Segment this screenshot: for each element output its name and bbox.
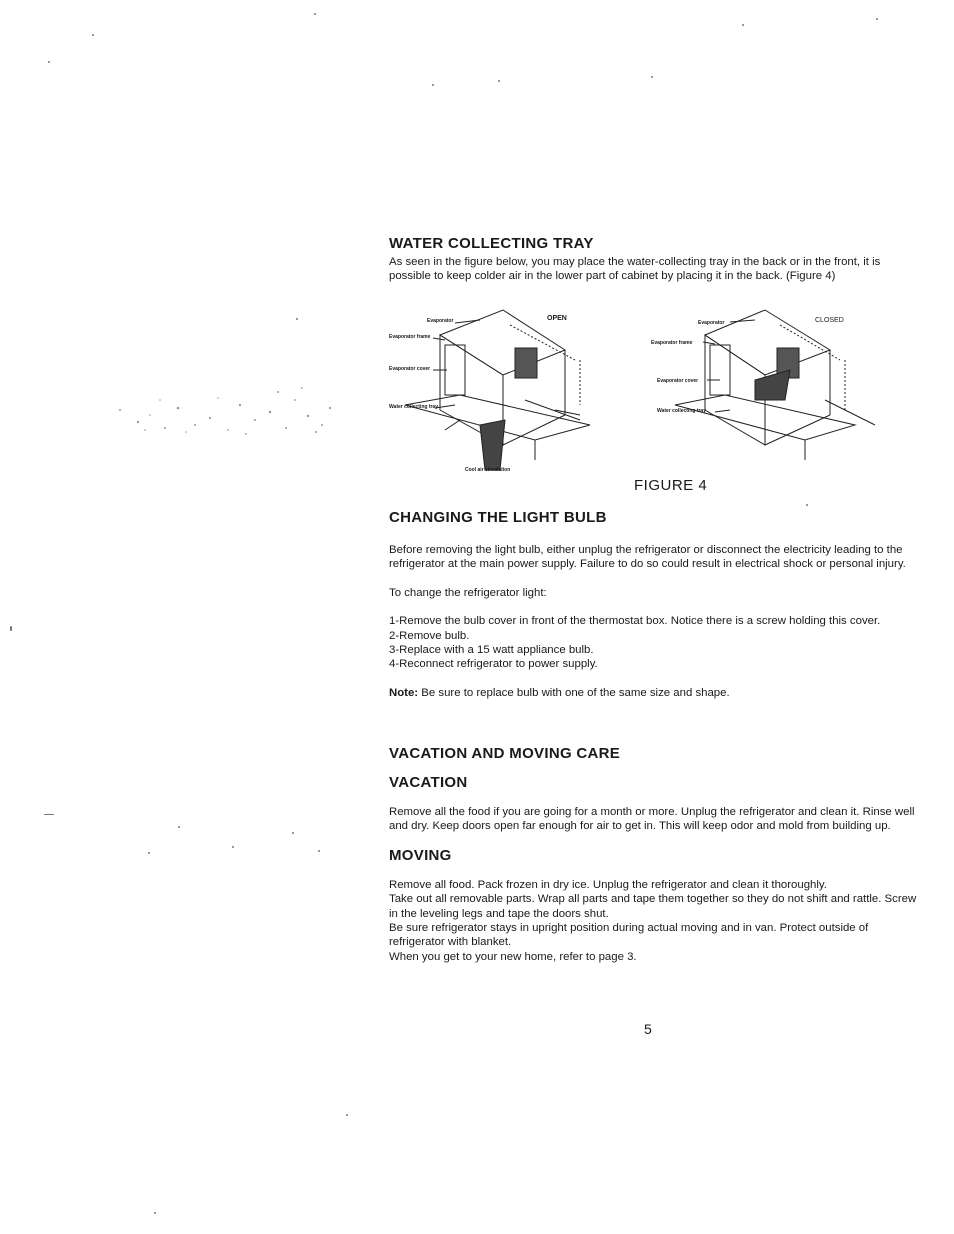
light-bulb-step: 3-Replace with a 15 watt appliance bulb. [389, 644, 594, 657]
moving-line: Be sure refrigerator stays in upright position during actual moving and in van. Protect outside of refrigerator with blanket. [389, 922, 869, 949]
fig-label-water-tray-right: Water collecting tray [657, 408, 706, 414]
light-bulb-step: 1-Remove the bulb cover in front of the thermostat box. Notice there is a screw holding this cover. [389, 615, 881, 628]
light-bulb-intro: Before removing the light bulb, either unplug the refrigerator or disconnect the electricity leading to the refrigerator at the main power supply. Failure to do so could result in electrical shock or personal injury. [389, 544, 906, 571]
note-text: Be sure to replace bulb with one of the same size and shape. [418, 686, 730, 699]
vacation-moving-section [389, 745, 919, 964]
water-tray-heading: WATER COLLECTING TRAY [389, 235, 594, 252]
light-bulb-lead: To change the refrigerator light: [389, 586, 547, 599]
moving-line: When you get to your new home, refer to page 3. [389, 950, 637, 963]
fig-label-evaporator-left: Evaporator [427, 318, 454, 324]
fig-label-evaporator-right: Evaporator [698, 320, 725, 326]
fig-label-evaporator-cover-left: Evaporator cover [389, 366, 431, 372]
water-tray-section [389, 235, 919, 284]
light-bulb-heading: CHANGING THE LIGHT BULB [389, 509, 607, 526]
fig-closed-title: CLOSED [815, 317, 844, 324]
page-number: 5 [644, 1021, 652, 1037]
figure-caption: FIGURE 4 [634, 477, 708, 494]
light-bulb-steps [389, 614, 919, 672]
moving-line: Take out all removable parts. Wrap all parts and tape them together so they do not shift and rattle. Screw in the leveling legs and tape the doors shut. [389, 893, 917, 920]
scan-smudge [90, 370, 350, 440]
moving-line: Remove all food. Pack frozen in dry ice. Unplug the refrigerator and clean it thoroughly. [389, 878, 827, 891]
vacation-moving-heading: VACATION AND MOVING CARE [389, 745, 621, 762]
fig-label-evaporator-frame-right: Evaporator frame [651, 340, 693, 346]
light-bulb-note [389, 686, 919, 700]
vacation-body: Remove all the food if you are going for a month or more. Unplug the refrigerator and clean it. Rinse well and dry. Keep doors open far enough for air to get in. This will keep odor and mold from building up. [389, 806, 915, 833]
fig-label-evaporator-cover-right: Evaporator cover [657, 378, 699, 384]
water-tray-body: As seen in the figure below, you may place the water-collecting tray in the back or in the front, it is possible to keep colder air in the lower part of cabinet by placing it in the back. (Figure 4) [389, 256, 881, 283]
moving-heading: MOVING [389, 846, 452, 864]
fig-label-cool-air-left: Cool air circulation [465, 467, 511, 473]
moving-body [389, 878, 919, 964]
light-bulb-step: 4-Reconnect refrigerator to power supply. [389, 658, 598, 671]
fig-label-evaporator-frame-left: Evaporator frame [389, 334, 431, 340]
fig-label-water-tray-left: Water collecting tray [389, 404, 438, 410]
figure-4 [385, 300, 915, 500]
light-bulb-section [389, 509, 919, 700]
fig-open-title: OPEN [547, 315, 567, 322]
note-label: Note: [389, 686, 419, 699]
light-bulb-step: 2-Remove bulb. [389, 629, 470, 642]
vacation-heading: VACATION [389, 774, 468, 791]
